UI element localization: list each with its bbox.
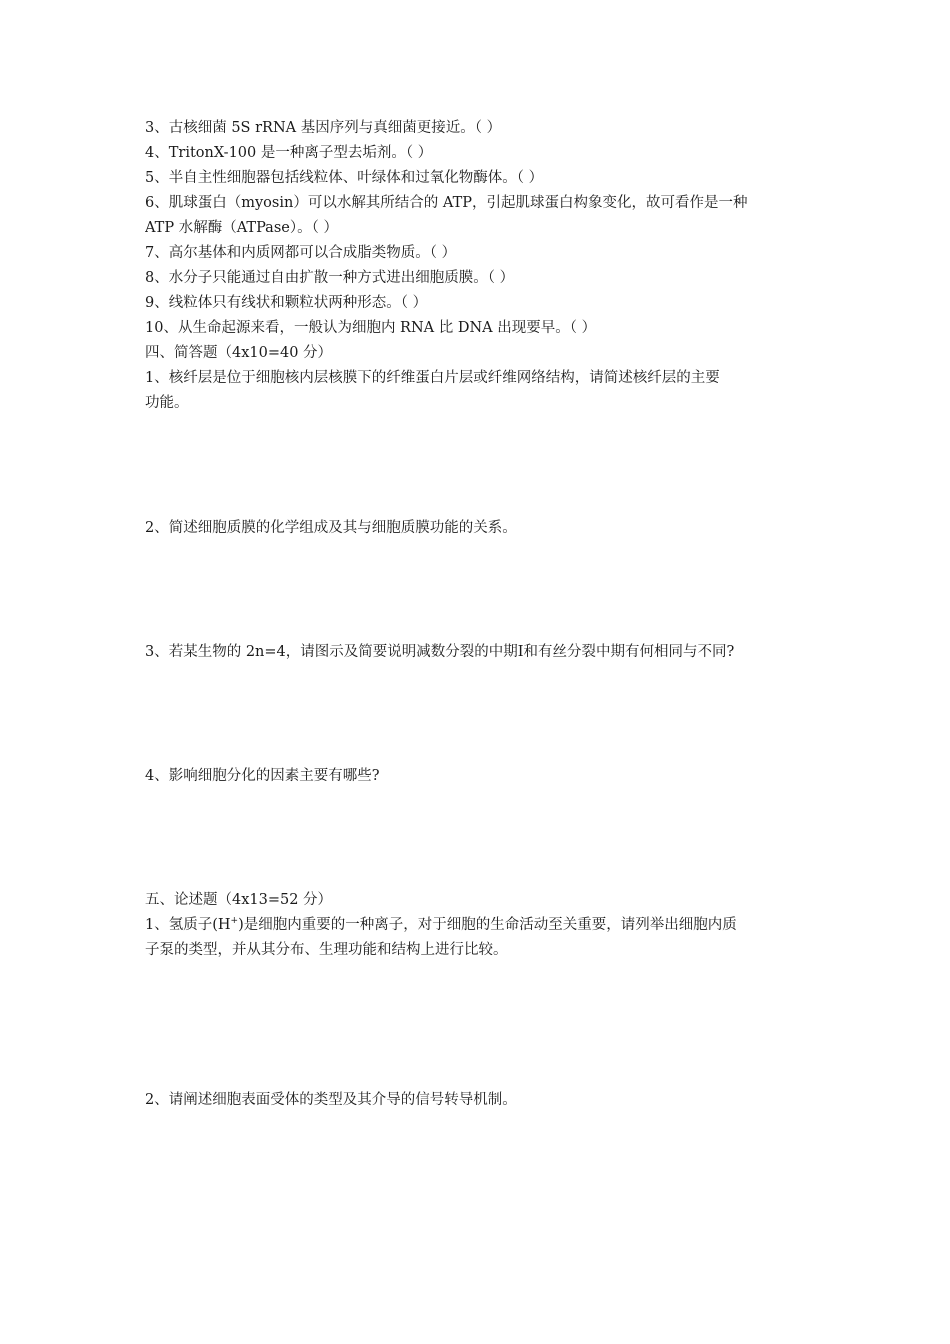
essay-q1-line1 [145, 913, 815, 938]
section-5-heading: 五、论述题（4x13=52 分） [145, 892, 333, 908]
tf-item-4: 4、TritonX-100 是一种离子型去垢剂。（ ） [145, 145, 433, 161]
section-4-heading: 四、简答题（4x10=40 分） [145, 345, 333, 361]
tf-item-5: 5、半自主性细胞器包括线粒体、叶绿体和过氧化物酶体。（ ） [145, 170, 544, 186]
short-answer-q4: 4、影响细胞分化的因素主要有哪些? [145, 768, 380, 784]
tf-item-10: 10、从生命起源来看，一般认为细胞内 RNA 比 DNA 出现要早。（ ） [145, 320, 597, 336]
tf-item-7: 7、高尔基体和内质网都可以合成脂类物质。（ ） [145, 245, 457, 261]
essay-q2: 2、请阐述细胞表面受体的类型及其介导的信号转导机制。 [145, 1092, 517, 1108]
short-answer-q3: 3、若某生物的 2n=4，请图示及简要说明减数分裂的中期Ⅰ和有丝分裂中期有何相同与不同? [145, 644, 735, 660]
essay-q1-line2: 子泵的类型，并从其分布、生理功能和结构上进行比较。 [145, 942, 508, 958]
tf-item-6-line1: 6、肌球蛋白（myosin）可以水解其所结合的 ATP，引起肌球蛋白构象变化，故可看作是一种 [145, 195, 748, 211]
proton-charge-superscript: + [230, 916, 239, 927]
tf-item-6-line2: ATP 水解酶（ATPase）。（ ） [145, 220, 338, 236]
short-answer-q1-line1: 1、核纤层是位于细胞核内层核膜下的纤维蛋白片层或纤维网络结构，请简述核纤层的主要 [145, 370, 720, 386]
essay-q1-post: )是细胞内重要的一种离子，对于细胞的生命活动至关重要，请列举出细胞内质 [238, 917, 737, 933]
tf-item-9: 9、线粒体只有线状和颗粒状两种形态。（ ） [145, 295, 428, 311]
tf-item-8: 8、水分子只能通过自由扩散一种方式进出细胞质膜。（ ） [145, 270, 515, 286]
tf-item-3: 3、古核细菌 5S rRNA 基因序列与真细菌更接近。（ ） [145, 120, 502, 136]
short-answer-q2: 2、简述细胞质膜的化学组成及其与细胞质膜功能的关系。 [145, 520, 517, 536]
essay-q1-pre: 1、氢质子(H [145, 917, 231, 933]
short-answer-q1-line2: 功能。 [145, 395, 189, 411]
